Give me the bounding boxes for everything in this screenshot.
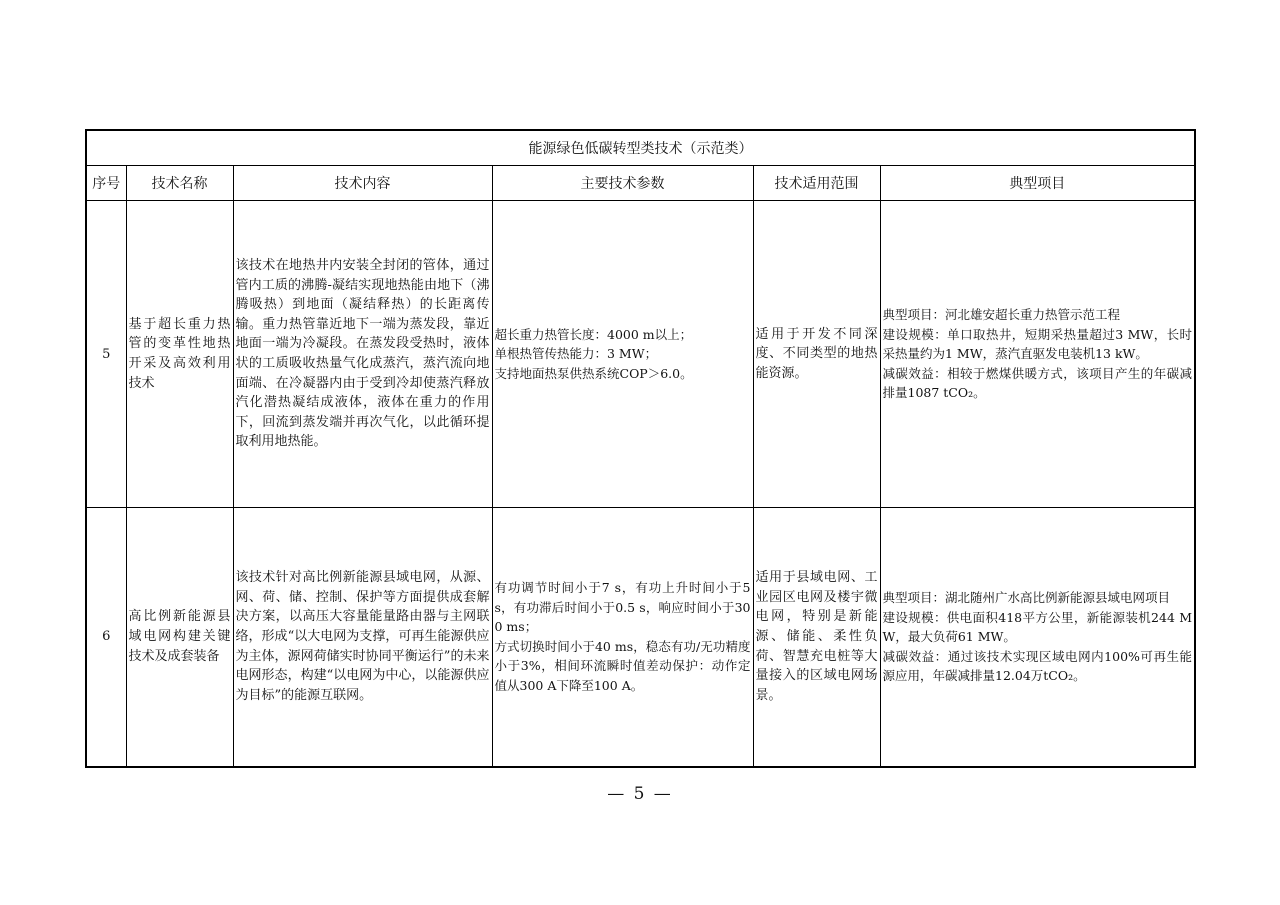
technology-table — [85, 129, 1196, 768]
project-line: 减碳效益：通过该技术实现区域电网内100%可再生能源应用，年碳减排量12.04万tCO₂。 — [882, 648, 1193, 683]
param-line: 单根热管传热能力：3 MW； — [494, 346, 658, 362]
header-no: 序号 — [86, 166, 126, 201]
table-title: 能源绿色低碳转型类技术（示范类） — [86, 130, 1195, 166]
project-line: 建设规模：供电面积418平方公里，新能源装机244 MW，最大负荷61 MW。 — [882, 609, 1193, 644]
header-row — [86, 166, 1195, 201]
tech-content: 该技术针对高比例新能源县域电网，从源、网、荷、储、控制、保护等方面提供成套解决方案，以高压大容量能量路由器与主网联络，形成“以大电网为支撑，可再生能源供应为主体，源网荷储实时协同平衡运行”的未来电网形态，构建“以电网为中心，以能源供应为目标”的能源互联网。 — [233, 508, 492, 767]
tech-params — [492, 201, 753, 508]
tech-params — [492, 508, 753, 767]
tech-scope: 适用于开发不同深度、不同类型的地热能资源。 — [753, 201, 880, 508]
project-line: 典型项目：湖北随州广水高比例新能源县域电网项目 — [882, 590, 1171, 605]
param-line: 支持地面热泵供热系统COP＞6.0。 — [494, 365, 693, 381]
typical-project — [880, 508, 1195, 767]
typical-project — [880, 201, 1195, 508]
page-number: — 5 — — [607, 784, 673, 804]
table-row — [86, 508, 1195, 767]
project-line: 典型项目：河北雄安超长重力热管示范工程 — [882, 307, 1121, 323]
header-content: 技术内容 — [233, 166, 492, 201]
row-number: 6 — [86, 508, 126, 767]
tech-scope: 适用于县域电网、工业园区电网及楼宇微电网，特别是新能源、储能、柔性负荷、智慧充电桩等大量接入的区域电网场景。 — [753, 508, 880, 767]
project-line: 减碳效益：相较于燃煤供暖方式，该项目产生的年碳减排量1087 tCO₂。 — [882, 365, 1193, 401]
tech-name: 基于超长重力热管的变革性地热开采及高效利用技术 — [126, 201, 233, 508]
param-line: 方式切换时间小于40 ms，稳态有功/无功精度小于3%，相间环流瞬时值差动保护：动作定值从300 A下降至100 A。 — [494, 638, 751, 693]
header-params: 主要技术参数 — [492, 166, 753, 201]
project-line: 建设规模：单口取热井，短期采热量超过3 MW，长时采热量约为1 MW，蒸汽直驱发电装机13 kW。 — [882, 326, 1193, 362]
tech-content: 该技术在地热井内安装全封闭的管体，通过管内工质的沸腾-凝结实现地热能由地下（沸腾吸热）到地面（凝结释热）的长距离传输。重力热管靠近地下一端为蒸发段，靠近地面一端为冷凝段。在蒸发段受热时，液体状的工质吸收热量气化成蒸汽，蒸汽流向地面端、在冷凝器内由于受到冷却使蒸汽释放汽化潜热凝结成液体，液体在重力的作用下，回流到蒸发端并再次气化，以此循环提取利用地热能。 — [233, 201, 492, 508]
param-line: 有功调节时间小于7 s，有功上升时间小于5 s，有功滞后时间小于0.5 s，响应时间小于300 ms； — [494, 580, 751, 635]
header-name: 技术名称 — [126, 166, 233, 201]
header-scope: 技术适用范围 — [753, 166, 880, 201]
header-project: 典型项目 — [880, 166, 1195, 201]
param-line: 超长重力热管长度：4000 m以上； — [494, 326, 693, 342]
row-number: 5 — [86, 201, 126, 508]
tech-name: 高比例新能源县域电网构建关键技术及成套装备 — [126, 508, 233, 767]
table-row — [86, 201, 1195, 508]
